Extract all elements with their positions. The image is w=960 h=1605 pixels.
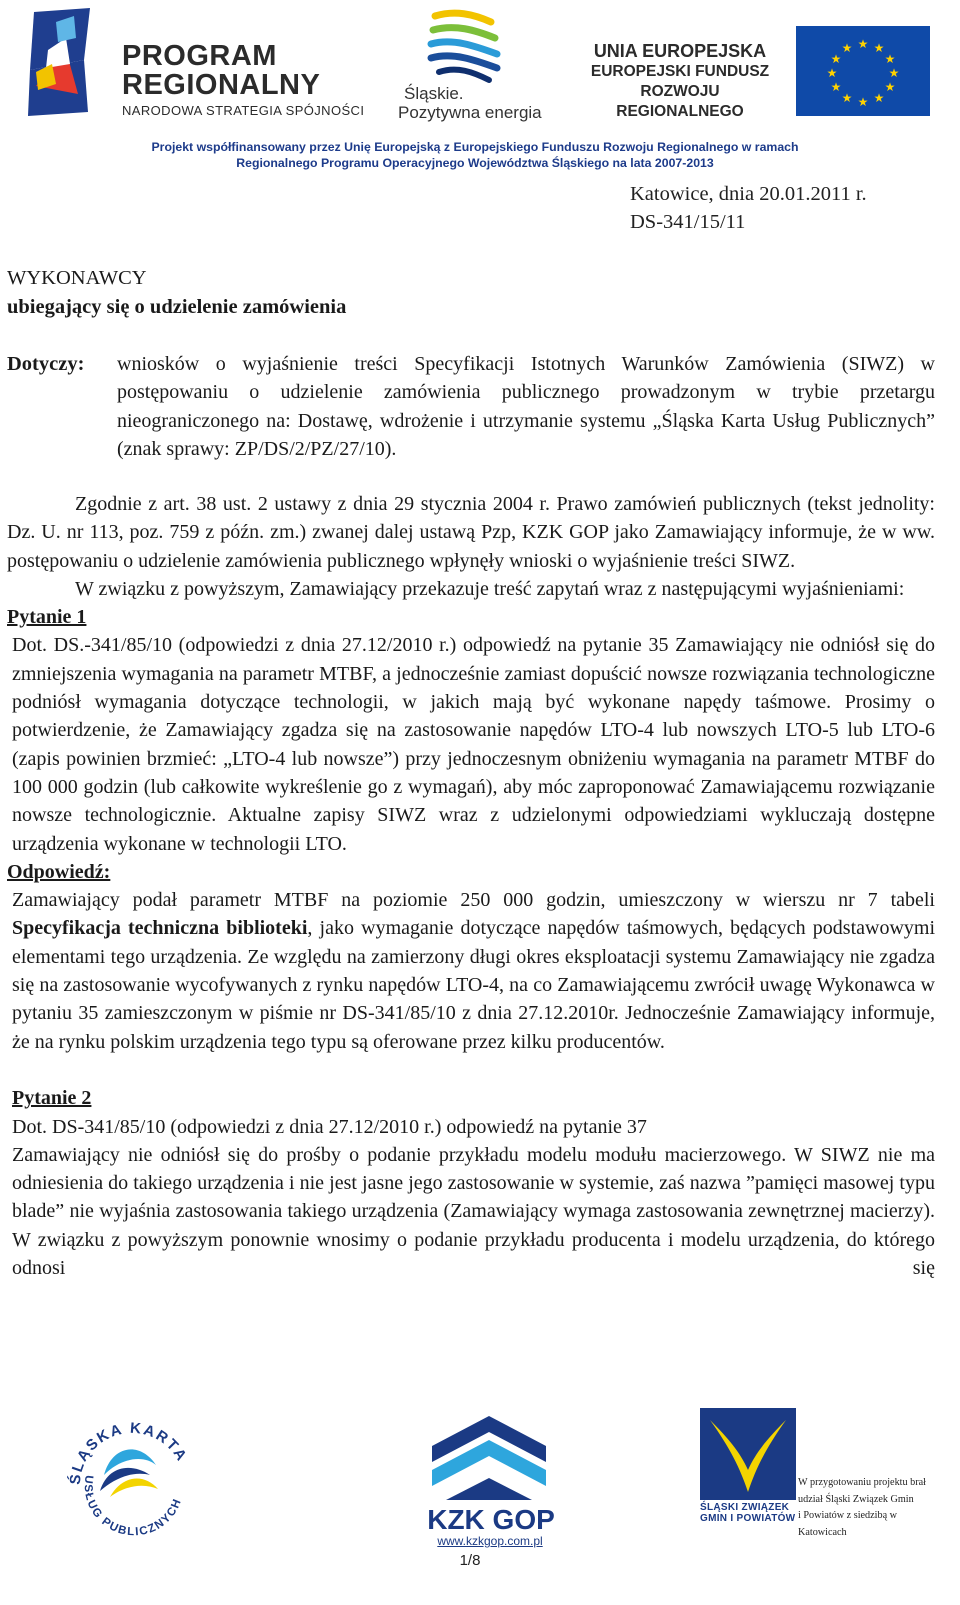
slaska-karta-emblem xyxy=(60,1405,200,1555)
question-1-title: Pytanie 1 xyxy=(7,606,87,629)
answer-1-text-end: , jako wymaganie dotyczące napędów taśmowych, będących podstawowymi elementami tego urządzenia. Ze względu na zamierzony długi okres eksploatacji systemu Zamawiający nie zgadza się na zastosowanie wycofywanych z rynku napędów LTO-4, na co Zamawiającemu zwrócił uwagę Wykonawca w pytaniu 35 zamieszczonym w piśmie nr DS-341/85/10 z dnia 27.12.2010r. Jednocześnie Zamawiający informuje, że na rynku polskim urządzenia tego typu są oferowane przez kilku producentów. xyxy=(12,917,936,1053)
question-1-text: Dot. DS.-341/85/10 (odpowiedzi z dnia 27.12/2010 r.) odpowiedź na pytanie 35 Zamawiający nie odniósł się do zmniejszenia wymagania na parametr MTBF, a jednocześnie zamiast dopuścić nowsze rozwiązania technologiczne podniósł wymagania dotyczące technologii, w jakich mają być wykonane napędy taśmowe. Prosimy o potwierdzenie, że Zamawiający zgadza się na zastosowanie napędów LTO-4 lub nowszych LTO-5 lub LTO-6 (zapis powinien brzmieć: „LTO-4 lub nowsze”) przy jednoczesnym obniżeniu wymagania na parametr MTBF do 100 000 godzin (lub całkowite wykreślenie go z wymagań), aby móc zaproponować Zamawiającemu rozwiązanie nowsze technologicznie. Aktualne zapisy SIWZ wraz z udzielonymi odpowiedziami wykluczają dostępne urządzenia wykonane w technologii LTO. xyxy=(12,634,935,855)
fundusz-label: EUROPEJSKI FUNDUSZ xyxy=(590,63,770,80)
ssgp-logo xyxy=(700,1408,796,1500)
subject-text: wniosków o wyjaśnienie treści Specyfikacji Istotnych Warunków Zamówienia (SIWZ) w postępowaniu o udzielenie zamówienia publicznego prowadzonym w trybie przetargu nieograniczonego na: Dostawę, wdrożenie i utrzymanie systemu „Śląska Karta Usług Publicznych” (znak sprawy: ZP/DS/2/PZ/27/10). xyxy=(117,353,935,460)
subject-label: Dotyczy: xyxy=(7,353,85,375)
program-regionalny-emblem xyxy=(26,8,116,118)
svg-text:★: ★ xyxy=(873,91,885,105)
slaskie-logo xyxy=(425,8,505,86)
project-cofinancing-note xyxy=(40,139,910,171)
question-2-reference: Dot. DS-341/85/10 (odpowiedzi z dnia 27.12/2010 r.) odpowiedź na pytanie 37 xyxy=(12,1115,647,1138)
svg-text:★: ★ xyxy=(830,80,842,94)
ssgp-name xyxy=(700,1502,800,1524)
slaskie-label: Śląskie. xyxy=(404,84,464,103)
ssgp-emblem-icon xyxy=(700,1408,796,1500)
recipients-subtitle: ubiegający się o udzielenie zamówienia xyxy=(7,296,347,318)
kzk-gop-logo xyxy=(428,1412,550,1504)
question-1-block xyxy=(7,631,935,857)
unia-europejska-text xyxy=(580,40,780,122)
project-note-line-2: Regionalnego Programu Operacyjnego Województwa Śląskiego na lata 2007-2013 xyxy=(236,156,714,170)
project-note-line-1: Projekt współfinansowany przez Unię Europejską z Europejskiego Funduszu Rozwoju Regionalnego w ramach xyxy=(151,140,799,154)
rozwoju-label: ROZWOJU REGIONALNEGO xyxy=(616,83,744,120)
uslug-arc-text: USŁUG PUBLICZNYCH xyxy=(81,1474,185,1539)
question-2-text: Zamawiający nie odniósł się do prośby o podanie przykładu modelu modułu macierzowego. W SIWZ nie ma odniesienia do takiego urządzenia i nie jest jasne jego zastosowanie w systemie, zaś nazwa ”pamięci masowej typu blade” nie wyjaśnia zastosowania takiego urządzenia (Zamawiający wymaga zastosowania zewnętrznej macierzy). W związku z powyższym ponownie wnosimy o podanie przykładu producenta i modelu urządzenia, do którego odnosi się xyxy=(12,1143,935,1280)
program-regionalny-logo xyxy=(26,8,116,118)
answer-1-text-start: Zamawiający podał parametr MTBF na poziomie 250 000 godzin, umieszczony w wierszu nr 7 tabeli xyxy=(12,889,935,912)
svg-text:★: ★ xyxy=(888,66,900,80)
date-reference-block xyxy=(630,180,867,236)
ssgp-line-2: GMIN I POWIATÓW xyxy=(700,1513,796,1524)
eu-stars-icon xyxy=(796,26,930,116)
reference-number: DS-341/15/11 xyxy=(630,211,746,233)
question-2-block xyxy=(7,1084,935,1282)
eu-flag xyxy=(796,26,930,116)
svg-text:★: ★ xyxy=(873,41,885,55)
unia-label: UNIA EUROPEJSKA xyxy=(593,41,767,61)
intro-paragraph-2: W związku z powyższym, Zamawiający przekazuje treść zapytań wraz z następującymi wyjaśnieniami: xyxy=(75,577,905,600)
svg-text:★: ★ xyxy=(857,95,869,109)
slaska-karta-logo xyxy=(60,1405,200,1555)
program-label: PROGRAM xyxy=(122,40,277,72)
svg-text:★: ★ xyxy=(841,41,853,55)
answer-1-text xyxy=(12,886,935,1056)
question-2-title: Pytanie 2 xyxy=(12,1087,92,1110)
recipients-title: WYKONAWCY xyxy=(7,267,147,289)
answer-1-block xyxy=(7,886,935,1056)
answer-1-text-bold: Specyfikacja techniczna biblioteki xyxy=(12,917,308,940)
ssgp-note-line-3: i Powiatów z siedzibą w Katowicach xyxy=(798,1510,898,1538)
recipients-block xyxy=(7,264,346,322)
date-line: Katowice, dnia 20.01.2011 r. xyxy=(630,183,867,205)
pozytywna-energia-label: Pozytywna energia xyxy=(398,103,542,122)
svg-text:★: ★ xyxy=(884,80,896,94)
svg-text:★: ★ xyxy=(857,37,869,51)
strategia-label: NARODOWA STRATEGIA SPÓJNOŚCI xyxy=(122,103,365,118)
svg-text:★: ★ xyxy=(830,52,842,66)
slaskie-text xyxy=(398,84,542,123)
regionalny-label: REGIONALNY xyxy=(122,69,321,101)
slaskie-waves-icon xyxy=(425,8,505,86)
ssgp-note-line-2: udział Śląski Związek Gmin xyxy=(798,1493,914,1505)
program-regionalny-text xyxy=(122,42,364,120)
kzk-gop-name: KZK GOP xyxy=(427,1504,555,1535)
ssgp-note-line-1: W przygotowaniu projektu brał xyxy=(798,1477,926,1488)
paragraph-gap xyxy=(7,1056,935,1084)
svg-text:★: ★ xyxy=(841,91,853,105)
letter-body xyxy=(7,490,935,1282)
page-number: 1/8 xyxy=(459,1552,481,1569)
answer-1-title: Odpowiedź: xyxy=(7,860,111,883)
svg-text:★: ★ xyxy=(884,52,896,66)
karta-arc-text: ŚLĄSKA KARTA xyxy=(66,1419,191,1486)
kzk-chevrons-icon xyxy=(428,1412,550,1504)
intro-paragraph-1: Zgodnie z art. 38 ust. 2 ustawy z dnia 29 stycznia 2004 r. Prawo zamówień publicznych (tekst jednolity: Dz. U. nr 113, poz. 759 z późn. zm.) zwanej dalej ustawą Pzp, KZK GOP jako Zamawiający informuje, że w ww. postępowaniu o udzielenie zamówienia publicznego wpłynęły wnioski o wyjaśnienie treści SIWZ. xyxy=(7,493,935,572)
ssgp-participation-note xyxy=(798,1475,948,1541)
svg-text:★: ★ xyxy=(826,66,838,80)
kzk-gop-website-link[interactable]: www.kzkgop.com.pl xyxy=(437,1534,543,1548)
ssgp-line-1: ŚLĄSKI ZWIĄZEK xyxy=(700,1502,790,1513)
